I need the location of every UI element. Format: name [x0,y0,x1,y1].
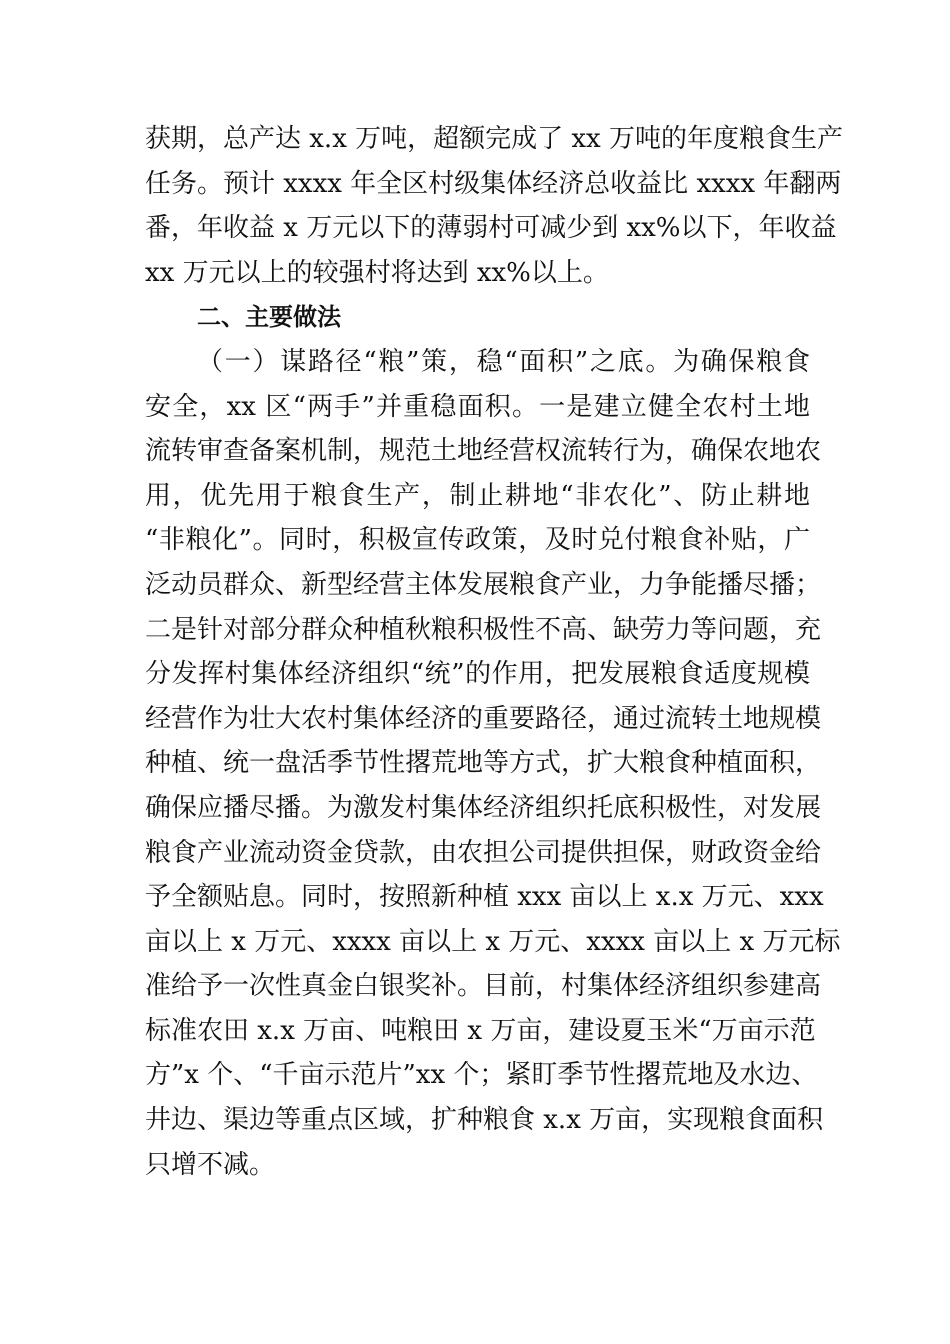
body-text [145,117,843,1187]
paragraph-line: 只增不减。 [145,1149,276,1180]
section-heading: 二、主要做法 [197,303,341,332]
paragraph-line: xx 万元以上的较强村将达到 xx%以上。 [145,257,609,288]
paragraph-line: 分发挥村集体经济组织“统”的作用，把发展粮食适度规模 [145,659,810,690]
paragraph-line: 准给予一次性真金白银奖补。目前，村集体经济组织参建高 [145,971,822,1002]
paragraph-line: “非粮化”。同时，积极宣传政策，及时兑付粮食补贴，广 [145,525,810,556]
paragraph-line: 标准农田 x.x 万亩、吨粮田 x 万亩，建设夏玉米“万亩示范 [145,1015,816,1046]
paragraph-line: 获期，总产达 x.x 万吨，超额完成了 xx 万吨的年度粮食生产 [145,124,843,154]
paragraph-line: 番，年收益 x 万元以下的薄弱村可减少到 xx%以下，年收益 [145,213,837,244]
paragraph-line: （一）谋路径“粮”策，稳“面积”之底。为确保粮食 [197,346,810,377]
paragraph-line: 亩以上 x 万元、xxxx 亩以上 x 万元、xxxx 亩以上 x 万元标 [145,926,841,957]
paragraph-line: 安全，xx 区“两手”并重稳面积。一是建立健全农村土地 [145,391,810,422]
paragraph-line: 予全额贴息。同时，按照新种植 xxx 亩以上 x.x 万元、xxx [145,882,824,913]
paragraph-line: 种植、统一盘活季节性撂荒地等方式，扩大粮食种植面积， [145,748,822,779]
paragraph-line: 任务。预计 xxxx 年全区村级集体经济总收益比 xxxx 年翻两 [145,168,842,199]
paragraph-line: 井边、渠边等重点区域，扩种粮食 x.x 万亩，实现粮食面积 [145,1105,824,1136]
paragraph-line: 泛动员群众、新型经营主体发展粮食产业，力争能播尽播； [145,569,822,600]
paragraph-line: 二是针对部分群众种植秋粮积极性不高、缺劳力等问题，充 [145,614,822,645]
paragraph-line: 粮食产业流动资金贷款，由农担公司提供担保，财政资金给 [145,837,822,868]
paragraph-line: 用，优先用于粮食生产，制止耕地“非农化”、防止耕地 [145,480,810,511]
paragraph-line: 确保应播尽播。为激发村集体经济组织托底积极性，对发展 [145,792,822,823]
paragraph-line: 经营作为壮大农村集体经济的重要路径，通过流转土地规模 [145,703,822,734]
paragraph-line: 流转审查备案机制，规范土地经营权流转行为，确保农地农 [145,436,822,467]
paragraph-line: 方”x 个、“千亩示范片”xx 个；紧盯季节性撂荒地及水边、 [145,1060,818,1091]
